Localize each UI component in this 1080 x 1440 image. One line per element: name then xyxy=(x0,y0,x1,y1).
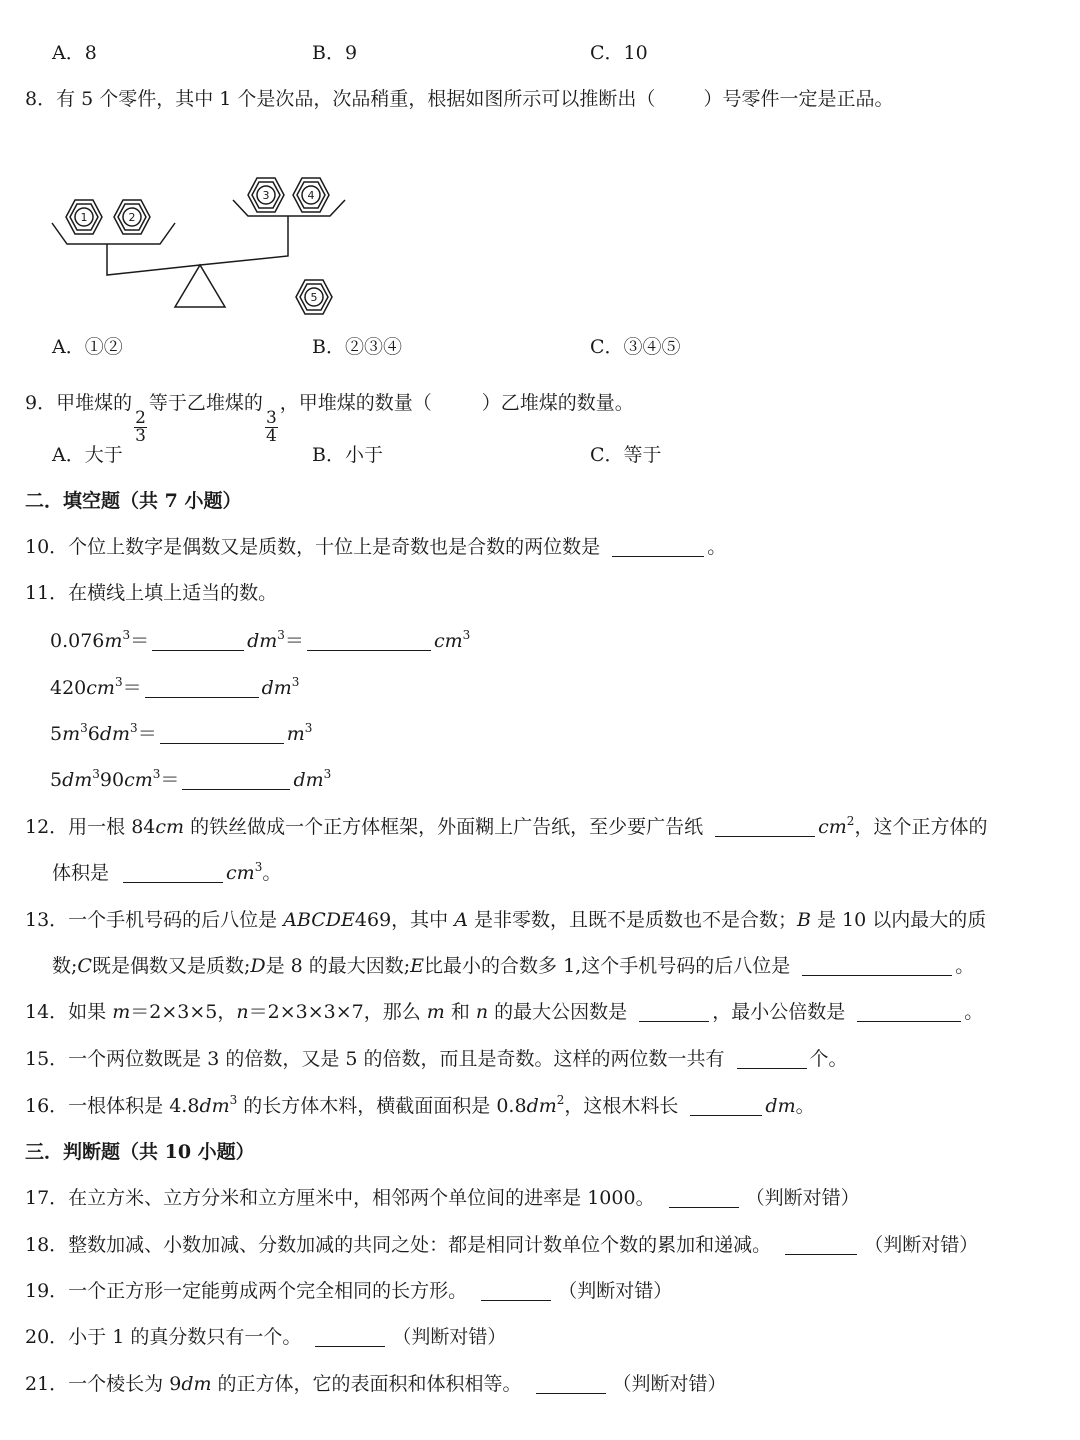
q11-line-3 xyxy=(50,721,312,747)
balance-scale-figure xyxy=(40,160,360,330)
q9-text-b: 等于乙堆煤的 xyxy=(148,392,263,414)
frac1-denominator: 3 xyxy=(135,426,146,446)
q11-l3-unit-1: m xyxy=(62,723,81,745)
q8-text-b: ）号零件一定是正品。 xyxy=(703,88,894,110)
q11-l1-exp-1: 3 xyxy=(122,628,131,642)
q11-l1-unit-1: m xyxy=(104,630,123,652)
q11-l2-unit-2: dm xyxy=(261,677,292,699)
q12-area-blank[interactable] xyxy=(715,816,815,837)
q13-text-h: 比最小的合数多 1,这个手机号码的后八位是 xyxy=(424,955,791,977)
q11-l4-value-b: 90 xyxy=(99,769,125,791)
q11-l1-exp-3: 3 xyxy=(462,628,471,642)
question-20 xyxy=(25,1324,506,1350)
q11-l3-exp-2: 3 xyxy=(130,721,138,735)
q8-option-a: A．①② xyxy=(52,336,123,358)
q9-text-a: 9．甲堆煤的 xyxy=(25,392,133,414)
q8-option-b: B．②③④ xyxy=(312,336,402,358)
part-1-label: 1 xyxy=(80,211,88,224)
q11-l2-exp-1: 3 xyxy=(114,675,123,689)
q16-answer-blank[interactable] xyxy=(690,1095,762,1116)
q11-l2-value: 420 xyxy=(50,677,87,699)
q15-answer-blank[interactable] xyxy=(737,1048,807,1069)
frac2-numerator: 3 xyxy=(265,408,277,428)
q11-l4-blank[interactable] xyxy=(182,769,290,790)
q8-option-c: C．③④⑤ xyxy=(590,336,681,358)
q13-answer-blank[interactable] xyxy=(802,955,952,976)
q13-text-c: 是非零数，且既不是质数也不是合数； xyxy=(467,909,797,931)
q12-text-a: 12．用一根 84 xyxy=(25,816,156,838)
q16-unit-2: dm xyxy=(526,1095,557,1117)
q11-line-2 xyxy=(50,675,299,701)
q11-line-1 xyxy=(50,628,470,654)
q13-var-a: A xyxy=(454,909,468,931)
q13-text-g: 是 8 的最大因数; xyxy=(265,955,411,977)
q7-option-b: B．9 xyxy=(312,42,358,64)
q13-var-b: B xyxy=(797,909,811,931)
q11-l1-eq-1: ＝ xyxy=(130,630,150,652)
part-5-label: 5 xyxy=(310,291,318,304)
q12-unit-1: cm xyxy=(155,816,185,838)
q11-l1-unit-3: cm xyxy=(433,630,463,652)
q14-text-d: 和 xyxy=(444,1001,476,1023)
q11-l2-exp-2: 3 xyxy=(291,675,300,689)
q16-end: 。 xyxy=(795,1095,815,1117)
q11-l1-value: 0.076 xyxy=(50,630,105,652)
q11-l1-blank-1[interactable] xyxy=(152,630,244,651)
part-4-label: 4 xyxy=(307,189,315,202)
q11-l1-unit-2: dm xyxy=(247,630,278,652)
question-17 xyxy=(25,1185,860,1211)
q11-l4-exp-1: 3 xyxy=(92,767,100,781)
fraction-three-quarters xyxy=(265,410,278,445)
question-19 xyxy=(25,1278,672,1304)
q19-answer-blank[interactable] xyxy=(481,1280,551,1301)
fulcrum-triangle xyxy=(175,265,225,307)
question-16 xyxy=(25,1093,815,1119)
q11-l3-exp-1: 3 xyxy=(80,721,88,735)
q15-end: 个。 xyxy=(809,1048,848,1070)
q11-l4-unit-1: dm xyxy=(62,769,93,791)
q14-var-n2: n xyxy=(475,1001,489,1023)
balance-beam xyxy=(107,216,288,275)
q11-l4-eq: ＝ xyxy=(160,769,180,791)
q11-l4-value-a: 5 xyxy=(50,769,63,791)
q12-text-b: 的铁丝做成一个正方体框架，外面糊上广告纸，至少要广告纸 xyxy=(184,816,704,838)
q11-l4-exp-3: 3 xyxy=(323,767,332,781)
q19-judge-label: （判断对错） xyxy=(558,1280,673,1302)
q7-option-a: A．8 xyxy=(52,42,97,64)
q14-text-c: ＝2×3×3×7，那么 xyxy=(248,1001,427,1023)
q13-var-c: C xyxy=(77,955,92,977)
question-21 xyxy=(25,1371,727,1397)
q13-abcde: ABCDE xyxy=(283,909,355,931)
q11-l3-blank[interactable] xyxy=(160,723,284,744)
q11-l1-eq-2: ＝ xyxy=(284,630,304,652)
fraction-two-thirds xyxy=(134,410,147,445)
q21-text-a: 21．一个棱长为 9 xyxy=(25,1373,182,1395)
q9-option-c: C．等于 xyxy=(590,444,662,466)
question-11: 11．在横线上填上适当的数。 xyxy=(25,582,278,604)
q21-text-b: 的正方体，它的表面积和体积相等。 xyxy=(211,1373,522,1395)
q10-end: 。 xyxy=(707,536,727,558)
q9-text-d: ）乙堆煤的数量。 xyxy=(481,392,634,414)
q10-answer-blank[interactable] xyxy=(612,536,704,557)
q18-judge-label: （判断对错） xyxy=(864,1234,979,1256)
q11-l2-unit-1: cm xyxy=(86,677,115,699)
q13-var-d: D xyxy=(250,955,266,977)
q16-exp-1: 3 xyxy=(229,1093,238,1107)
q11-l1-exp-2: 3 xyxy=(277,628,285,642)
q11-l3-unit-2: dm xyxy=(99,723,131,745)
q13-text-a: 13．一个手机号码的后八位是 xyxy=(25,909,284,931)
question-12-line-2 xyxy=(52,860,281,886)
section-3-heading: 三．判断题（共 10 小题） xyxy=(25,1141,255,1163)
q16-text-c: ，这根木料长 xyxy=(564,1095,679,1117)
q21-unit: dm xyxy=(181,1373,212,1395)
q8-text-a: 8．有 5 个零件，其中 1 个是次品，次品稍重，根据如图所示可以推断出（ xyxy=(25,88,656,110)
q12-unit-2: cm xyxy=(818,816,847,838)
q9-option-a: A．大于 xyxy=(52,444,123,466)
q11-l3-eq: ＝ xyxy=(137,723,157,745)
right-tray xyxy=(233,200,345,216)
q14-text-f: ，最小公倍数是 xyxy=(712,1001,846,1023)
q16-exp-2: 2 xyxy=(556,1093,565,1107)
q12-text-e: 。 xyxy=(262,862,282,884)
q11-l2-eq: ＝ xyxy=(122,677,142,699)
q11-l4-unit-3: dm xyxy=(293,769,324,791)
q12-exp-3: 3 xyxy=(254,860,263,874)
q16-unit-3: dm xyxy=(765,1095,796,1117)
q17-judge-label: （判断对错） xyxy=(745,1187,860,1209)
question-10 xyxy=(25,534,726,560)
q20-answer-blank[interactable] xyxy=(315,1326,385,1347)
q11-l4-unit-2: cm xyxy=(124,769,153,791)
q15-text: 15．一个两位数既是 3 的倍数，又是 5 的倍数，而且是奇数。这样的两位数一共有 xyxy=(25,1048,725,1070)
q16-text-b: 的长方体木料，横截面面积是 0.8 xyxy=(237,1095,527,1117)
q11-l1-blank-2[interactable] xyxy=(307,630,431,651)
q14-text-a: 14．如果 xyxy=(25,1001,113,1023)
q11-l2-blank[interactable] xyxy=(145,677,259,698)
part-3-label: 3 xyxy=(262,189,270,202)
q11-l3-value-b: 6 xyxy=(87,723,100,745)
q14-lcm-blank[interactable] xyxy=(857,1001,961,1022)
q14-end: 。 xyxy=(964,1001,984,1023)
q13-text-b: 469，其中 xyxy=(354,909,455,931)
frac1-numerator: 2 xyxy=(135,408,146,428)
q14-text-b: ＝2×3×5， xyxy=(130,1001,237,1023)
section-2-heading: 二．填空题（共 7 小题） xyxy=(25,490,242,512)
question-13-line-2 xyxy=(52,953,974,979)
part-2-label: 2 xyxy=(128,211,136,224)
question-15 xyxy=(25,1046,848,1072)
question-8 xyxy=(25,86,893,112)
q21-judge-label: （判断对错） xyxy=(612,1373,727,1395)
q7-option-c: C．10 xyxy=(590,42,648,64)
q11-l3-value-a: 5 xyxy=(50,723,63,745)
q16-unit-1: dm xyxy=(199,1095,230,1117)
q14-gcd-blank[interactable] xyxy=(639,1001,709,1022)
question-13-line-1 xyxy=(25,907,986,933)
q10-text: 10．个位上数字是偶数又是质数，十位上是奇数也是合数的两位数是 xyxy=(25,536,601,558)
q11-l3-unit-3: m xyxy=(286,723,305,745)
question-18 xyxy=(25,1232,978,1258)
q18-answer-blank[interactable] xyxy=(785,1234,857,1255)
q14-var-m2: m xyxy=(426,1001,445,1023)
q9-text-c: ，甲堆煤的数量（ xyxy=(279,392,432,414)
q13-text-e: 数; xyxy=(52,955,78,977)
question-9 xyxy=(25,390,634,445)
frac2-denominator: 4 xyxy=(265,426,277,446)
q11-l3-exp-3: 3 xyxy=(304,721,313,735)
q21-answer-blank[interactable] xyxy=(536,1373,606,1394)
q14-text-e: 的最大公因数是 xyxy=(488,1001,628,1023)
q16-text-a: 16．一根体积是 4.8 xyxy=(25,1095,200,1117)
q14-var-m: m xyxy=(112,1001,131,1023)
q13-end: 。 xyxy=(955,955,975,977)
q19-text: 19．一个正方形一定能剪成两个完全相同的长方形。 xyxy=(25,1280,468,1302)
q14-var-n: n xyxy=(236,1001,249,1023)
q11-line-4 xyxy=(50,767,331,793)
q12-text-d: 体积是 xyxy=(52,862,110,884)
question-12-line-1 xyxy=(25,814,987,840)
q12-exp-2: 2 xyxy=(846,814,855,828)
q13-text-f: 既是偶数又是质数; xyxy=(91,955,251,977)
q12-text-c: ，这个正方体的 xyxy=(854,816,988,838)
q12-volume-blank[interactable] xyxy=(123,862,223,883)
q11-l4-exp-2: 3 xyxy=(152,767,161,781)
q20-judge-label: （判断对错） xyxy=(392,1326,507,1348)
q17-text: 17．在立方米、立方分米和立方厘米中，相邻两个单位间的进率是 1000。 xyxy=(25,1187,655,1209)
q13-text-d: 是 10 以内最大的质 xyxy=(810,909,987,931)
q18-text: 18．整数加减、小数加减、分数加减的共同之处：都是相同计数单位个数的累加和递减。 xyxy=(25,1234,772,1256)
q20-text: 20．小于 1 的真分数只有一个。 xyxy=(25,1326,302,1348)
q17-answer-blank[interactable] xyxy=(669,1187,739,1208)
q13-var-e: E xyxy=(410,955,425,977)
question-14 xyxy=(25,999,983,1025)
q12-unit-3: cm xyxy=(226,862,255,884)
q9-option-b: B．小于 xyxy=(312,444,383,466)
